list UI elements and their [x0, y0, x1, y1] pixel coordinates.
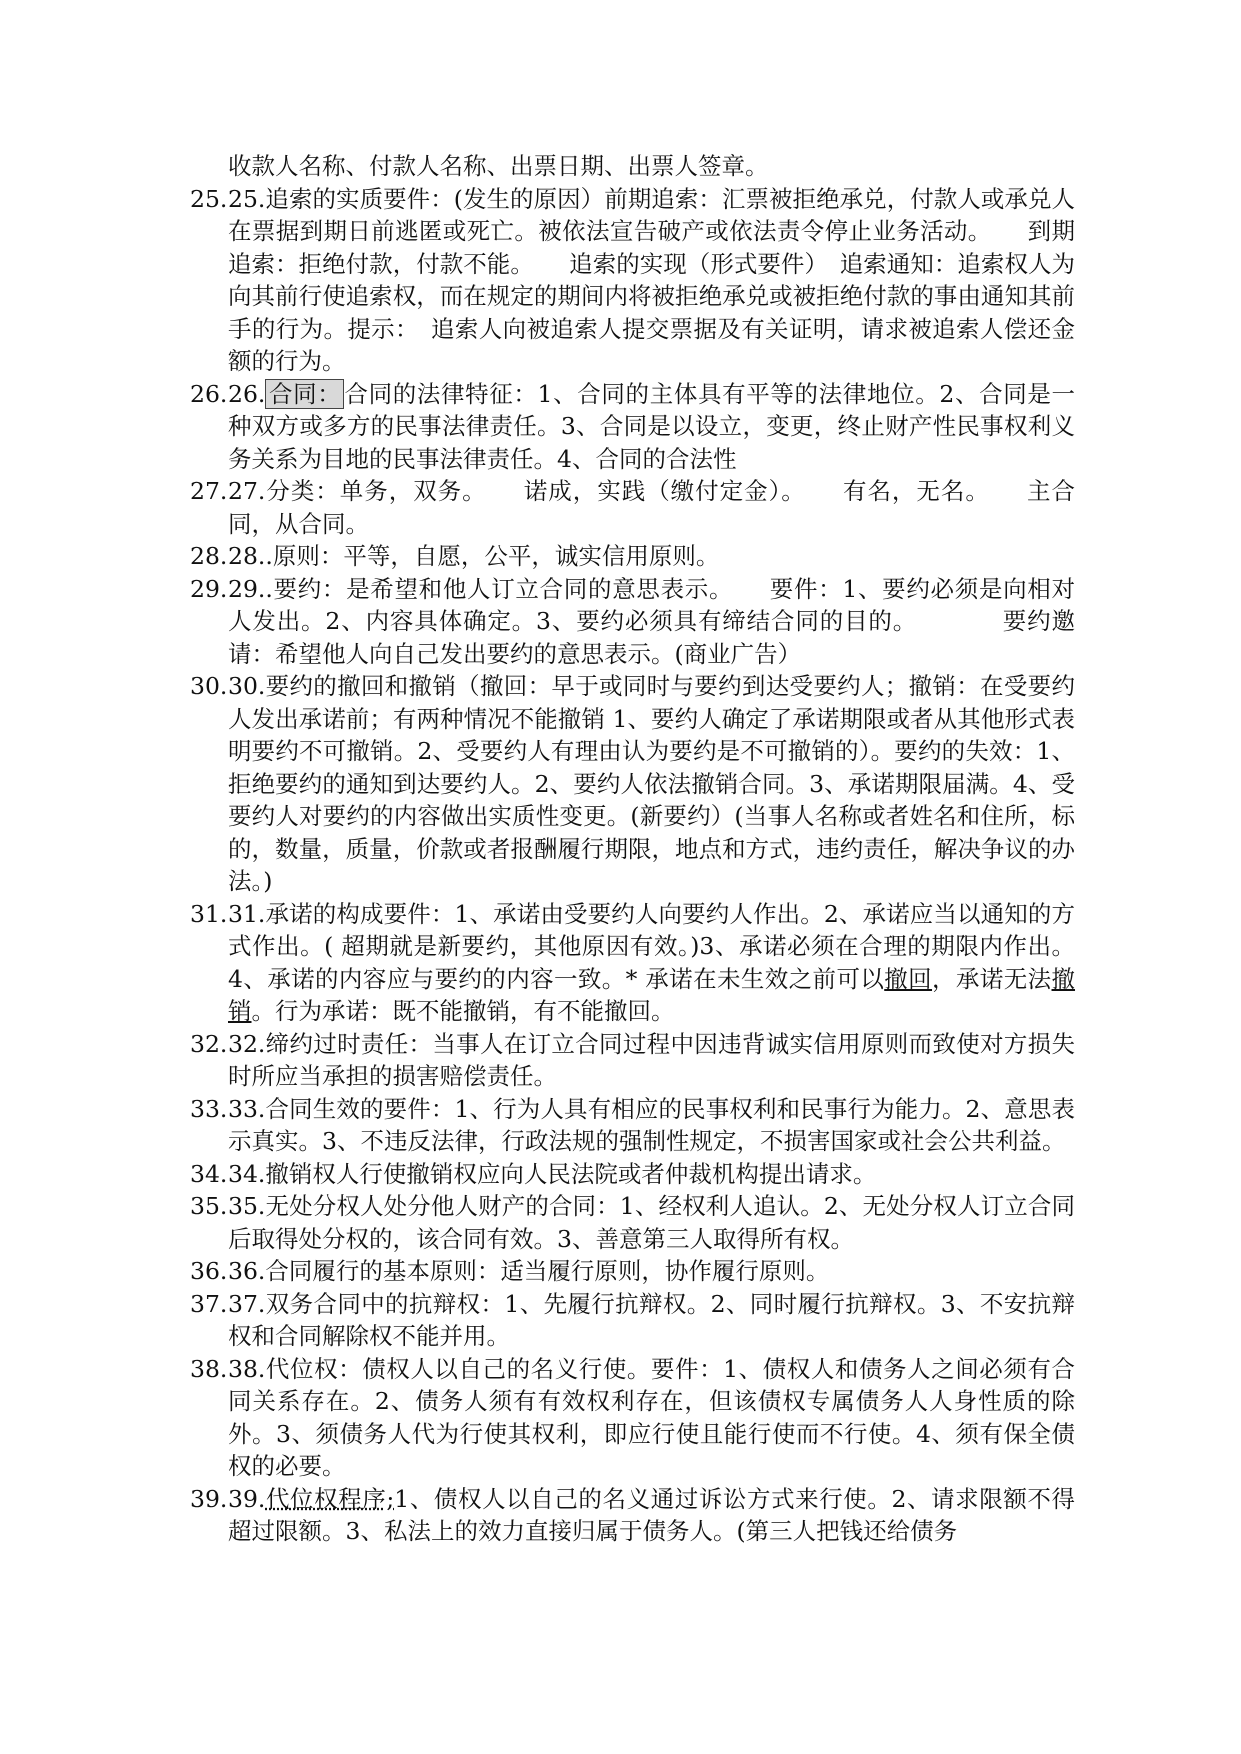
item-text — [228, 898, 1075, 1028]
item-text: 28..原则：平等，自愿，公平，诚实信用原则。 — [228, 542, 720, 570]
list-item-32 — [190, 1028, 1075, 1093]
item-text — [228, 1483, 1075, 1548]
item-text: 37.双务合同中的抗辩权：1、先履行抗辩权。2、同时履行抗辩权。3、不安抗辩权和合同解除权不能并用。 — [228, 1289, 1075, 1350]
item-text: 32.缔约过时责任：当事人在订立合同过程中因违背诚实信用原则而致使对方损失时所应当承担的损害赔偿责任。 — [228, 1029, 1075, 1090]
item-number: 30. — [190, 672, 228, 700]
item-number: 38. — [190, 1354, 228, 1383]
item-number: 32. — [190, 1029, 228, 1058]
item-text-after: 。行为承诺：既不能撤销，有不能撤回。 — [251, 997, 675, 1025]
list-item-26 — [190, 378, 1075, 476]
list-item-27 — [190, 475, 1075, 540]
list-item-29 — [190, 573, 1075, 671]
underlined-term: 撤销 — [228, 964, 1076, 1025]
item-prefix: 39. — [228, 1484, 266, 1513]
list-item-37 — [190, 1288, 1075, 1353]
item-text-rest: 合同的法律特征：1、合同的主体具有平等的法律地位。2、合同是一种双方或多方的民事法律责任。3、合同是以设立，变更，终止财产性民事权利义务关系为目地的民事法律责任。4、合同的合法性 — [228, 379, 1076, 473]
item-number: 26. — [190, 379, 228, 408]
item-number: 39. — [190, 1484, 228, 1513]
item-prefix: 26. — [228, 379, 266, 408]
item-number: 27. — [190, 477, 228, 505]
item-text: 33.合同生效的要件：1、行为人具有相应的民事权利和民事行为能力。2、意思表示真实。3、不违反法律，行政法规的强制性规定，不损害国家或社会公共利益。 — [228, 1094, 1075, 1155]
item-number: 35. — [190, 1192, 228, 1220]
list-item-30 — [190, 670, 1075, 898]
item-text: 27.分类：单务，双务。 诺成，实践（缴付定金）。 有名，无名。 主合同，从合同。 — [228, 477, 1075, 538]
item-text — [228, 378, 1075, 476]
list-item-33 — [190, 1093, 1075, 1158]
item-number: 37. — [190, 1289, 228, 1318]
item-text: 34.撤销权人行使撤销权应向人民法院或者仲裁机构提出请求。 — [228, 1159, 877, 1188]
item-number: 36. — [190, 1257, 228, 1285]
list-item-39 — [190, 1483, 1075, 1548]
item-text: 35.无处分权人处分他人财产的合同：1、经权利人追认。2、无处分权人订立合同后取得处分权的，该合同有效。3、善意第三人取得所有权。 — [228, 1192, 1075, 1253]
document-body — [190, 150, 1075, 1548]
dotted-underlined-term: 代位权程序; — [265, 1484, 395, 1513]
item-text: 29..要约：是希望和他人订立合同的意思表示。 要件：1、要约必须是向相对人发出。2、内容具体确定。3、要约必须具有缔结合同的目的。 要约邀请：希望他人向自己发出要约的意思表示。(商业广告） — [228, 574, 1075, 668]
item-number: 25. — [190, 184, 228, 213]
item-number: 34. — [190, 1159, 228, 1188]
item-number: 28. — [190, 542, 228, 570]
item-number: 29. — [190, 574, 228, 603]
item-number: 31. — [190, 899, 228, 928]
list-item-31 — [190, 898, 1075, 1028]
item-text-rest: 1、债权人以自己的名义通过诉讼方式来行使。2、请求限额不得超过限额。3、私法上的效力直接归属于债务人。(第三人把钱还给债务 — [228, 1484, 1076, 1545]
item-text: 36.合同履行的基本原则：适当履行原则，协作履行原则。 — [228, 1257, 830, 1285]
underlined-term: 撤回 — [884, 964, 933, 993]
item-number: 33. — [190, 1094, 228, 1123]
list-item-35 — [190, 1190, 1075, 1255]
list-item-38 — [190, 1353, 1075, 1483]
list-item-36 — [190, 1255, 1075, 1288]
highlighted-term: 合同： — [265, 379, 344, 409]
item-text-before: 31.承诺的构成要件：1、承诺由受要约人向要约人作出。2、承诺应当以通知的方式作出。( 超期就是新要约，其他原因有效。)3、承诺必须在合理的期限内作出。4、承诺的内容应与要约的内容一致。* 承诺在未生效之前可以 — [228, 899, 1075, 993]
list-item-25 — [190, 183, 1075, 378]
list-item-34 — [190, 1158, 1075, 1191]
item-text-mid: ，承诺无法 — [932, 964, 1052, 993]
item-text: 25.追索的实质要件：(发生的原因）前期追索：汇票被拒绝承兑，付款人或承兑人在票据到期日前逃匿或死亡。被依法宣告破产或依法责令停止业务活动。 到期追索：拒绝付款，付款不能。 追索的实现（形式要件） 追索通知：追索权人为向其前行使追索权，而在规定的期间内将被拒绝承兑或被拒绝付款的事由通知其前手的行为。提示： 追索人向被追索人提交票据及有关证明，请求被追索人偿还金额的行为。 — [228, 184, 1075, 375]
list-item-28 — [190, 540, 1075, 573]
item-text: 30.要约的撤回和撤销（撤回：早于或同时与要约到达受要约人；撤销：在受要约人发出承诺前；有两种情况不能撤销 1、要约人确定了承诺期限或者从其他形式表明要约不可撤销。2、受要约人有理由认为要约是不可撤销的）。要约的失效：1、拒绝要约的通知到达要约人。2、要约人依法撤销合同。3、承诺期限届满。4、受要约人对要约的内容做出实质性变更。(新要约）(当事人名称或者姓名和住所，标的，数量，质量，价款或者报酬履行期限，地点和方式，违约责任，解决争议的办法。) — [228, 672, 1075, 895]
continuation-line: 收款人名称、付款人名称、出票日期、出票人签章。 — [228, 152, 769, 180]
item-text: 38.代位权：债权人以自己的名义行使。要件：1、债权人和债务人之间必须有合同关系存在。2、债务人须有有效权利存在，但该债权专属债务人人身性质的除外。3、须债务人代为行使其权利，即应行使且能行使而不行使。4、须有保全债权的必要。 — [228, 1354, 1075, 1480]
